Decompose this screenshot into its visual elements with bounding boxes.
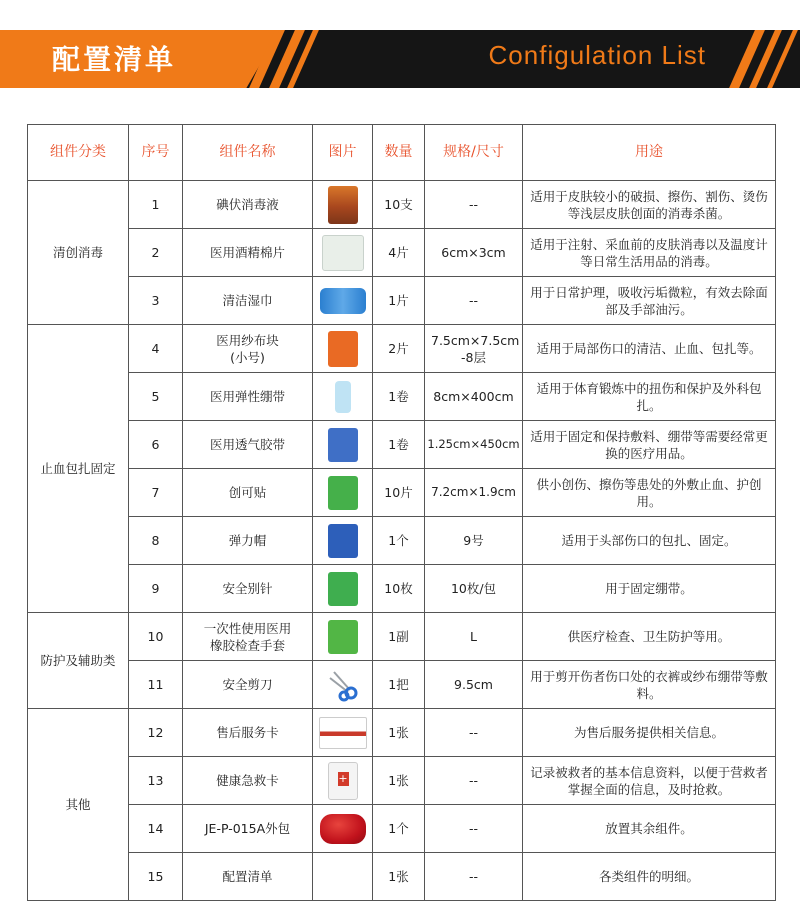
row-qty: 1卷 [373,421,425,469]
row-name: JE-P-015A外包 [183,805,313,853]
row-use: 用于剪开伤者伤口处的衣裤或纱布绷带等敷料。 [523,661,776,709]
row-number: 8 [129,517,183,565]
row-image-cell [313,469,373,517]
row-spec-line: -8层 [461,349,486,365]
row-name [183,325,313,373]
row-number: 15 [129,853,183,901]
row-image-cell [313,853,373,901]
row-name: 医用透气胶带 [183,421,313,469]
row-name-line: 橡胶检查手套 [209,637,285,653]
row-name: 清洁湿巾 [183,277,313,325]
row-name: 碘伏消毒液 [183,181,313,229]
table-row [28,517,776,565]
row-name [183,613,313,661]
page-title-cn: 配置清单 [52,43,177,76]
row-qty: 1个 [373,517,425,565]
row-image-cell [313,229,373,277]
band-aid-image [328,476,358,510]
row-number: 4 [129,325,183,373]
iodine-bottle-image [328,186,358,224]
table-row [28,853,776,901]
row-spec: -- [425,709,523,757]
row-name: 医用酒精棉片 [183,229,313,277]
row-spec: L [425,613,523,661]
row-use: 适用于体育锻炼中的扭伤和保护及外科包扎。 [523,373,776,421]
row-use: 适用于注射、采血前的皮肤消毒以及温度计等日常生活用品的消毒。 [523,229,776,277]
header-name: 组件名称 [183,125,313,181]
header-image: 图片 [313,125,373,181]
table-row [28,325,776,373]
row-image-cell [313,421,373,469]
row-name: 健康急救卡 [183,757,313,805]
table-row [28,709,776,757]
row-number: 12 [129,709,183,757]
row-number: 11 [129,661,183,709]
row-image-cell [313,805,373,853]
row-use: 用于固定绷带。 [523,565,776,613]
row-spec: -- [425,181,523,229]
table-row [28,661,776,709]
category-cell: 止血包扎固定 [28,325,129,613]
table-row [28,421,776,469]
row-qty: 1卷 [373,373,425,421]
row-spec: -- [425,853,523,901]
safety-pin-image [328,572,358,606]
row-spec: 10枚/包 [425,565,523,613]
row-name-line: 一次性使用医用 [203,620,292,636]
row-use: 各类组件的明细。 [523,853,776,901]
table-row [28,613,776,661]
row-number: 10 [129,613,183,661]
header-banner [0,30,800,88]
table-row [28,565,776,613]
header-category: 组件分类 [28,125,129,181]
row-number: 14 [129,805,183,853]
row-number: 5 [129,373,183,421]
header-spec: 规格/尺寸 [425,125,523,181]
row-qty: 1副 [373,613,425,661]
row-qty: 1张 [373,709,425,757]
row-use: 适用于局部伤口的清洁、止血、包扎等。 [523,325,776,373]
table-header-row [28,125,776,181]
row-spec: 6cm×3cm [425,229,523,277]
table-row [28,229,776,277]
red-case-image [320,814,366,844]
table-row [28,757,776,805]
category-cell: 清创消毒 [28,181,129,325]
alcohol-pad-image [322,235,364,271]
row-number: 1 [129,181,183,229]
row-qty: 1把 [373,661,425,709]
row-number: 7 [129,469,183,517]
row-use: 适用于固定和保持敷料、绷带等需要经常更换的医疗用品。 [523,421,776,469]
row-name: 安全别针 [183,565,313,613]
row-use: 放置其余组件。 [523,805,776,853]
table-row [28,469,776,517]
row-spec [425,325,523,373]
row-number: 6 [129,421,183,469]
row-qty: 1张 [373,757,425,805]
row-image-cell [313,613,373,661]
category-cell: 其他 [28,709,129,901]
row-number: 9 [129,565,183,613]
wet-wipe-image [320,288,366,314]
row-image-cell [313,181,373,229]
category-cell: 防护及辅助类 [28,613,129,709]
table-row [28,805,776,853]
first-aid-card-image [328,762,358,800]
row-qty: 10片 [373,469,425,517]
row-name: 弹力帽 [183,517,313,565]
row-name: 安全剪刀 [183,661,313,709]
medical-tape-image [328,428,358,462]
header-quantity: 数量 [373,125,425,181]
row-qty: 1张 [373,853,425,901]
table-row [28,277,776,325]
scissors-image [326,668,360,702]
row-spec: 9.5cm [425,661,523,709]
gloves-image [328,620,358,654]
row-spec: -- [425,277,523,325]
row-qty: 2片 [373,325,425,373]
row-image-cell [313,661,373,709]
row-qty: 1个 [373,805,425,853]
elastic-bandage-image [335,381,351,413]
header-use: 用途 [523,125,776,181]
row-name: 医用弹性绷带 [183,373,313,421]
row-use: 供医疗检查、卫生防护等用。 [523,613,776,661]
page-title-en: Configulation List [488,40,706,70]
row-spec: -- [425,757,523,805]
row-use: 供小创伤、擦伤等患处的外敷止血、护创用。 [523,469,776,517]
row-spec-line: 7.5cm×7.5cm [431,332,520,348]
header-number: 序号 [129,125,183,181]
row-image-cell [313,565,373,613]
row-qty: 1片 [373,277,425,325]
row-spec: 9号 [425,517,523,565]
table-row [28,373,776,421]
row-use: 适用于头部伤口的包扎、固定。 [523,517,776,565]
elastic-cap-image [328,524,358,558]
configuration-table [27,124,776,901]
row-use: 为售后服务提供相关信息。 [523,709,776,757]
row-number: 3 [129,277,183,325]
row-qty: 4片 [373,229,425,277]
row-name: 售后服务卡 [183,709,313,757]
row-use: 记录被救者的基本信息资料，以便于营救者掌握全面的信息，及时抢救。 [523,757,776,805]
row-name-line: 医用纱布块 [216,332,279,348]
row-spec: -- [425,805,523,853]
row-name-line: (小号) [230,349,265,365]
row-spec: 8cm×400cm [425,373,523,421]
row-name: 配置清单 [183,853,313,901]
row-image-cell [313,325,373,373]
row-image-cell [313,757,373,805]
row-image-cell [313,517,373,565]
row-use: 适用于皮肤较小的破损、擦伤、割伤、烫伤等浅层皮肤创面的消毒杀菌。 [523,181,776,229]
row-qty: 10支 [373,181,425,229]
table-row [28,181,776,229]
row-image-cell [313,277,373,325]
row-qty: 10枚 [373,565,425,613]
service-card-image [319,717,367,749]
row-use: 用于日常护理，吸收污垢微粒，有效去除面部及手部油污。 [523,277,776,325]
row-number: 2 [129,229,183,277]
gauze-pad-image [328,331,358,367]
row-spec: 7.2cm×1.9cm [425,469,523,517]
row-image-cell [313,373,373,421]
row-image-cell [313,709,373,757]
row-spec: 1.25cm×450cm [425,421,523,469]
row-name: 创可贴 [183,469,313,517]
row-number: 13 [129,757,183,805]
